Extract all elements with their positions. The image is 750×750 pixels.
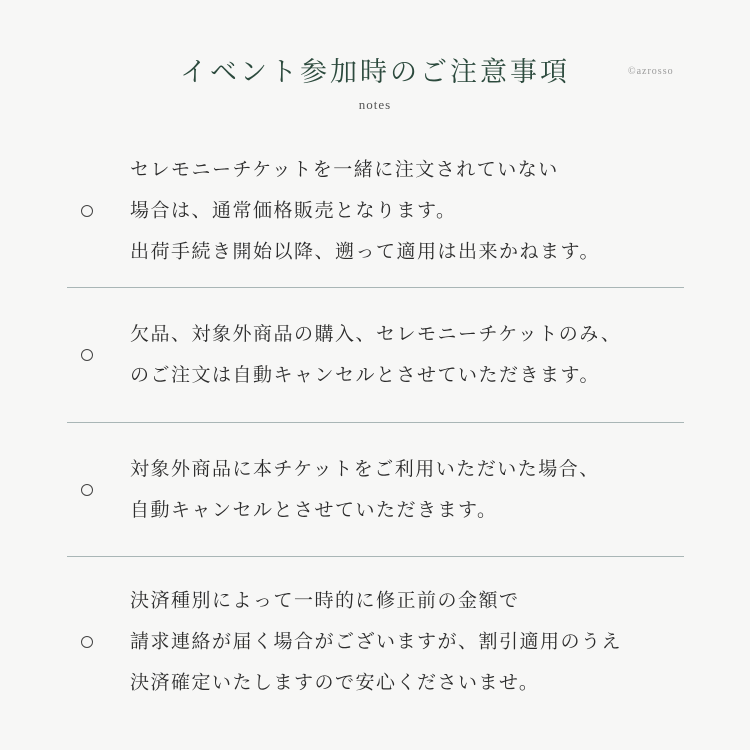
notes-list xyxy=(67,135,684,727)
note-line: 出荷手続き開始以降、遡って適用は出来かねます。 xyxy=(130,240,600,263)
note-text xyxy=(130,314,690,396)
note-line: 請求連絡が届く場合がございますが、割引適用のうえ xyxy=(130,630,623,653)
note-item xyxy=(67,423,684,557)
note-line: 対象外商品に本チケットをご利用いただいた場合、 xyxy=(130,457,600,480)
note-line: 場合は、通常価格販売となります。 xyxy=(130,199,457,222)
note-line: のご注文は自動キャンセルとさせていただきます。 xyxy=(130,364,600,386)
circle-bullet-icon xyxy=(81,636,93,648)
note-text xyxy=(130,150,690,273)
note-line: 決済確定いたしますので安心くださいませ。 xyxy=(130,671,540,694)
note-item xyxy=(67,135,684,288)
note-text xyxy=(130,449,690,531)
note-line: セレモニーチケットを一緒に注文されていない xyxy=(130,158,559,181)
note-line: 決済種別によって一時的に修正前の金額で xyxy=(130,589,520,612)
circle-bullet-icon xyxy=(81,484,93,496)
note-item xyxy=(67,557,684,727)
page-title: イベント参加時のご注意事項 xyxy=(180,57,570,88)
note-text xyxy=(130,581,690,704)
circle-bullet-icon xyxy=(81,205,93,217)
note-line: 自動キャンセルとさせていただきます。 xyxy=(130,498,498,521)
page-subtitle: notes xyxy=(358,97,392,112)
watermark-logo: ©azrosso xyxy=(628,66,674,77)
circle-bullet-icon xyxy=(81,349,93,361)
note-line: 欠品、対象外商品の購入、セレモニーチケットのみ、 xyxy=(130,323,622,345)
note-item xyxy=(67,288,684,423)
